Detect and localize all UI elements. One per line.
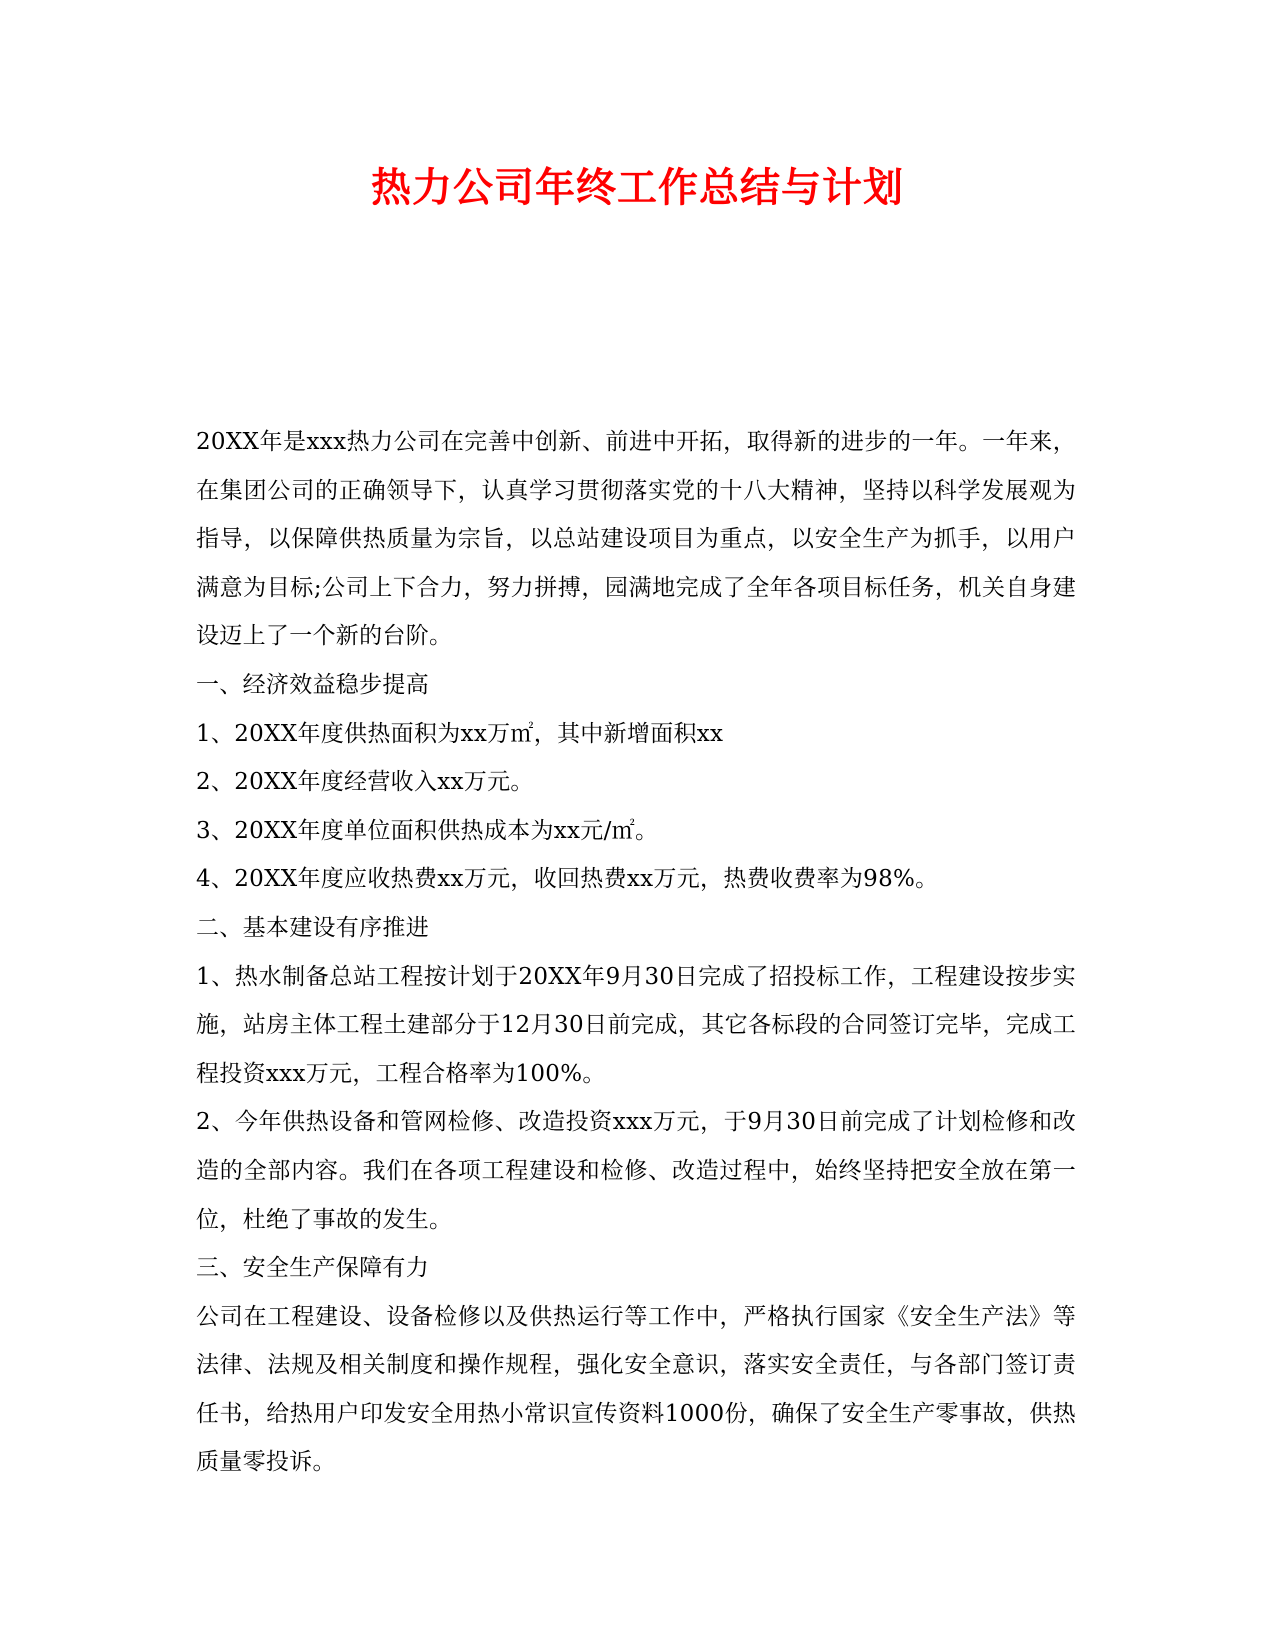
list-item: 1、热水制备总站工程按计划于20XX年9月30日完成了招投标工作，工程建设按步实施，站房主体工程土建部分于12月30日前完成，其它各标段的合同签订完毕，完成工程投资xxx万元，工程合格率为100%。	[196, 963, 1076, 1087]
list-item: 2、20XX年度经营收入xx万元。	[196, 769, 534, 796]
document-title: 热力公司年终工作总结与计划	[371, 164, 904, 211]
list-item: 3、20XX年度单位面积供热成本为xx元/㎡。	[196, 817, 659, 844]
section-heading-economic: 一、经济效益稳步提高	[196, 671, 429, 698]
intro-paragraph: 20XX年是xxx热力公司在完善中创新、前进中开拓，取得新的进步的一年。一年来，在集团公司的正确领导下，认真学习贯彻落实党的十八大精神，坚持以科学发展观为指导，以保障供热质量为宗旨，以总站建设项目为重点，以安全生产为抓手，以用户满意为目标;公司上下合力，努力拼搏，园满地完成了全年各项目标任务，机关自身建设迈上了一个新的台阶。	[196, 429, 1076, 650]
list-item: 2、今年供热设备和管网检修、改造投资xxx万元，于9月30日前完成了计划检修和改造的全部内容。我们在各项工程建设和检修、改造过程中，始终坚持把安全放在第一位，杜绝了事故的发生。	[196, 1109, 1076, 1233]
list-item: 1、20XX年度供热面积为xx万㎡，其中新增面积xx	[196, 720, 724, 747]
section-heading-construction: 二、基本建设有序推进	[196, 914, 429, 941]
body-paragraph: 公司在工程建设、设备检修以及供热运行等工作中，严格执行国家《安全生产法》等法律、法规及相关制度和操作规程，强化安全意识，落实安全责任，与各部门签订责任书，给热用户印发安全用热小常识宣传资料1000份，确保了安全生产零事故，供热质量零投诉。	[196, 1303, 1076, 1476]
list-item: 4、20XX年度应收热费xx万元，收回热费xx万元，热费收费率为98%。	[196, 866, 939, 893]
document-body	[196, 418, 1076, 1487]
section-heading-safety: 三、安全生产保障有力	[196, 1255, 429, 1282]
